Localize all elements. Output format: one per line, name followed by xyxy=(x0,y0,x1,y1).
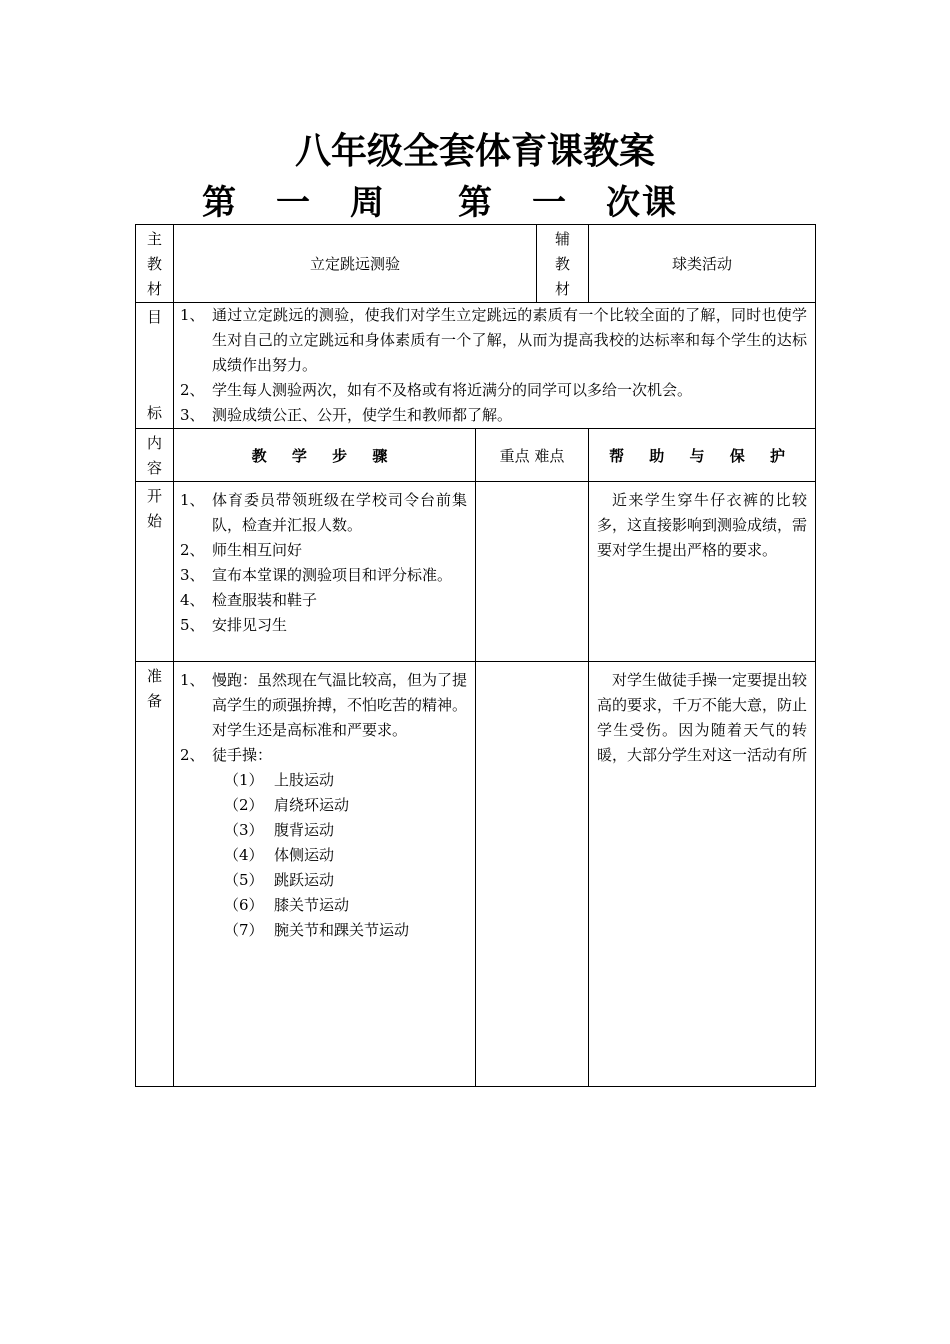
start-row xyxy=(136,482,816,662)
prep-row xyxy=(136,662,816,1087)
materials-row xyxy=(136,225,816,303)
start-key-points xyxy=(476,482,589,662)
goals-content xyxy=(174,303,816,429)
aux-material-value: 球类活动 xyxy=(589,225,816,303)
prep-steps xyxy=(174,662,476,1087)
week-number: 一 xyxy=(276,183,312,223)
start-step-item: 4、 检查服装和鞋子 xyxy=(180,591,318,609)
start-step-item: 3、 宣布本堂课的测验项目和评分标准。 xyxy=(180,566,453,584)
lesson-number: 一 xyxy=(532,183,568,223)
start-label: 开 始 xyxy=(136,482,174,662)
week-suffix: 周 xyxy=(350,183,386,223)
exercise-item: （1） 上肢运动 xyxy=(224,771,335,789)
help-header: 帮 助 与 保 护 xyxy=(589,429,816,482)
start-step-item: 1、 体育委员带领班级在学校司令台前集队，检查并汇报人数。 xyxy=(180,491,467,534)
exercise-item: （5） 跳跃运动 xyxy=(224,871,335,889)
start-step-item: 5、 安排见习生 xyxy=(180,616,288,634)
exercise-item: （2） 肩绕环运动 xyxy=(224,796,350,814)
start-steps xyxy=(174,482,476,662)
main-material-value: 立定跳远测验 xyxy=(174,225,537,303)
main-material-label: 主 教 材 xyxy=(136,225,174,303)
exercise-list xyxy=(212,768,467,943)
goal-item: 3、 测验成绩公正、公开，使学生和教师都了解。 xyxy=(180,406,513,424)
exercise-item: （7） 腕关节和踝关节运动 xyxy=(224,921,410,939)
goal-item: 2、 学生每人测验两次，如有不及格或有将近满分的同学可以多给一次机会。 xyxy=(180,381,693,399)
content-label: 内 容 xyxy=(136,429,174,482)
prep-label: 准 备 xyxy=(136,662,174,1087)
start-help: 近来学生穿牛仔衣裤的比较多，这直接影响到测验成绩，需要对学生提出严格的要求。 xyxy=(589,482,816,662)
exercise-item: （6） 膝关节运动 xyxy=(224,896,350,914)
prep-step-item: 2、 徒手操： （1） 上肢运动 （2） 肩绕环运动 （3） 腹背运动 （4） 体侧运动 （5） 跳跃运动 （6） 膝关节运动 （7） 腕关节和踝关节运动 xyxy=(180,743,467,943)
document-title: 八年级全套体育课教案 xyxy=(294,131,655,172)
goals-label: 目 标 xyxy=(136,303,174,429)
lesson-subtitle xyxy=(0,180,880,226)
week-prefix: 第 xyxy=(202,183,238,223)
prep-step-item: 1、 慢跑：虽然现在气温比较高，但为了提高学生的顽强拚搏，不怕吃苦的精神。对学生还是高标准和严要求。 xyxy=(180,671,468,739)
header-row xyxy=(136,429,816,482)
prep-key-points xyxy=(476,662,589,1087)
lesson-plan-table xyxy=(135,224,816,1087)
lesson-prefix: 第 xyxy=(458,183,494,223)
lesson-suffix: 次课 xyxy=(606,183,678,223)
exercise-item: （4） 体侧运动 xyxy=(224,846,335,864)
start-step-item: 2、 师生相互问好 xyxy=(180,541,303,559)
aux-material-label: 辅 教 材 xyxy=(537,225,589,303)
prep-help: 对学生做徒手操一定要提出较高的要求，千万不能大意，防止学生受伤。因为随着天气的转暖，大部分学生对这一活动有所 xyxy=(589,662,816,1087)
goal-item: 1、 通过立定跳远的测验，使我们对学生立定跳远的素质有一个比较全面的了解，同时也使学生对自己的立定跳远和身体素质有一个了解，从而为提高我校的达标率和每个学生的达标成绩作出努力。 xyxy=(180,306,808,374)
key-points-header: 重点 难点 xyxy=(476,429,589,482)
steps-header: 教 学 步 骤 xyxy=(174,429,476,482)
exercise-item: （3） 腹背运动 xyxy=(224,821,335,839)
goals-row xyxy=(136,303,816,429)
